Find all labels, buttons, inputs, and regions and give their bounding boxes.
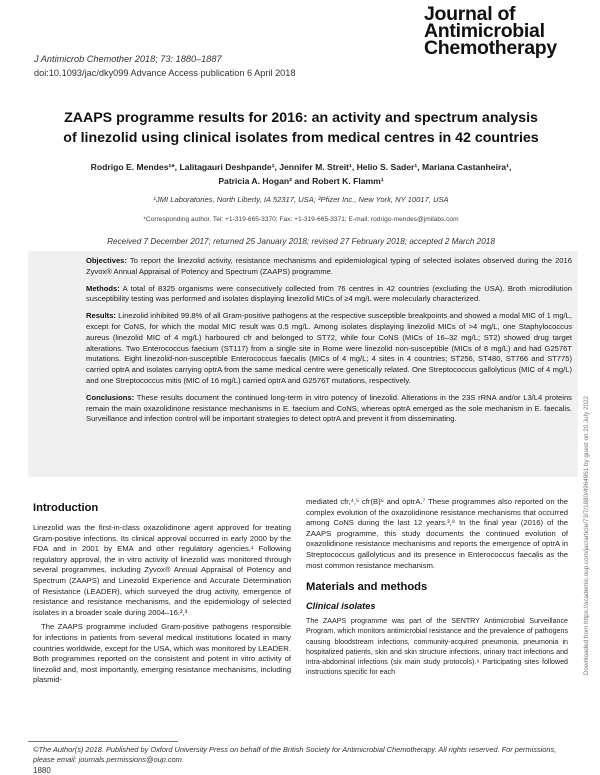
abstract-label: Methods:	[86, 283, 120, 293]
subsection-heading-clinical-isolates: Clinical isolates	[306, 601, 376, 612]
abstract-label: Conclusions:	[86, 392, 135, 402]
right-column	[306, 497, 568, 681]
abstract-objectives	[86, 256, 572, 278]
download-watermark-text: Downloaded from https://academic.oup.com/jac/article/73/7/1880/4964961 by guest on 20 July 2022	[583, 396, 590, 675]
abstract	[28, 251, 578, 477]
title-line: of linezolid using clinical isolates from medical centres in 42 countries	[63, 130, 539, 146]
author-list	[40, 160, 562, 188]
journal-logo-line: Journal of	[424, 3, 516, 25]
abstract-text: These results document the continued long-term in vitro potency of linezolid. Alterations in the 23S rRNA and/or L3/L4 proteins remain the main oxazolidinone resistance mechanisms in E. faecium and CoNS, whereas optrA emerged as the sole mechanism in E. faecalis. Surveillance and infection control will be important strategies to detect optrA and prevent it from disseminating.	[86, 392, 572, 424]
left-column	[33, 497, 291, 690]
affiliations: ¹JMI Laboratories, North Liberty, IA 52317, USA; ²Pfizer Inc., New York, NY 10017, USA	[153, 195, 449, 204]
authors-line: Patricia A. Hogan² and Robert K. Flamm¹	[218, 176, 384, 186]
abstract-conclusions	[86, 393, 572, 425]
section-heading-introduction: Introduction	[33, 502, 99, 514]
article-dates: Received 7 December 2017; returned 25 January 2018; revised 27 February 2018; accepted 2 March 2018	[107, 237, 495, 246]
abstract-label: Objectives:	[86, 256, 127, 265]
abstract-text: A total of 8325 organisms were consecutively collected from 76 centres in 42 countries (excluding the USA). Broth microdilution susceptibility testing was performed and isolates displaying linezolid MICs of ≥4 mg/L were molecularly characterized.	[86, 283, 572, 304]
section-heading-methods: Materials and methods	[306, 581, 428, 594]
journal-logo-line: Chemotherapy	[424, 37, 557, 59]
abstract-text: To report the linezolid activity, resistance mechanisms and epidemiological typing of selected isolates observed during the 2016 Zyvox® Annual Appraisal of Potency and Spectrum (ZAAPS) programme.	[86, 256, 572, 276]
page-number: 1880	[33, 766, 51, 775]
citation-block	[34, 52, 296, 80]
journal-logo-line: Antimicrobial	[424, 20, 545, 42]
copyright-notice: ©The Author(s) 2018. Published by Oxford University Press on behalf of the British Society for Antimicrobial Chemotherapy. All rights reserved. For permissions, please email: journals.permissions@oup.com.	[33, 745, 557, 764]
download-watermark	[583, 245, 593, 675]
doi-line: doi:10.1093/jac/dky099 Advance Access publication 6 April 2018	[34, 68, 296, 78]
article-title	[30, 108, 572, 148]
abstract-label: Results:	[86, 311, 116, 321]
intro-paragraph: The ZAAPS programme included Gram-positive pathogens responsible for infections in patients from several medical institutions located in many countries worldwide, except for the USA, which was monitored by LEADER. Both programmes reported on the consistent and potent in vitro activity of linezolid and, most importantly, emerging resistance mechanisms, including plasmid-	[33, 622, 291, 685]
abstract-methods	[86, 284, 572, 306]
journal-logo	[424, 3, 574, 59]
intro-paragraph: mediated cfr,⁴,⁵ cfr(B)⁶ and optrA.⁷ These programmes also reported on the complex evolution of the oxazolidinone resistance mechanisms that occurred among CoNS during the last 12 years.³,⁸ In the final year (2016) of the ZAAPS programme, this study documents the continued evolution of oxazolidinone resistance mechanisms and reports the emergence of optrA in Streptococcus gallolyticus and its presence in Enterococcus faecalis as the most common resistance mechanism.	[306, 497, 568, 570]
abstract-results	[86, 311, 572, 387]
intro-paragraph: Linezolid was the first-in-class oxazolidinone agent approved for treating Gram-positive infections. Its clinical approval occurred in early 2000 by the FDA and in 2001 by EMA and other regulatory agencies.¹ Following regulatory approval, the in vitro activity of linezolid was monitored through several programmes, including Zyvox® Annual Appraisal of Potency and Spectrum (ZAAPS) and Linezolid Experience and Accurate Determination of Resistance (LEADER), which surveyed the drug activity, emergence of resistance and resistance mechanisms, and the epidemiology of selected isolates in a broader scale during 2004–16.²,³	[33, 523, 291, 617]
authors-line: Rodrigo E. Mendes¹*, Lalitagauri Deshpande¹, Jennifer M. Streit¹, Helio S. Sader¹, Mariana Castanheira¹,	[90, 162, 512, 172]
methods-paragraph: The ZAAPS programme was part of the SENTRY Antimicrobial Surveillance Program, which monitors antimicrobial resistance and the prevalence of pathogens causing bloodstream infections, community-acquired pneumonia, pneumonia in hospitalized patients, skin and skin structure infections, urinary tract infections and intra-abdominal infections (six main study protocols).⁹ Participating sites followed instructions specific for each	[306, 617, 568, 677]
title-line: ZAAPS programme results for 2016: an activity and spectrum analysis	[64, 110, 538, 126]
footer-divider	[28, 741, 178, 742]
corresponding-author: *Corresponding author. Tel: +1-319-665-3370; Fax: +1-319-665-3371; E-mail: rodrigo-mendes@jmilabs.com	[143, 216, 459, 223]
abstract-text: Linezolid inhibited 99.8% of all Gram-positive pathogens at the respective susceptible breakpoints and showed a modal MIC of 1 mg/L, except for CoNS, for which the modal MIC result was 0.5 mg/L. Among isolates displaying linezolid MICs of >4 mg/L, one Staphylococcus aureus (linezolid MIC of 4 mg/L) harboured cfr and belonged to ST72, while four CoNS (MICs of 16–32 mg/L; ST2) showed drug target alterations. Two Enterococcus faecium (ST117) from a single site in Rome were linezolid non-susceptible (MICs of 8 mg/L) and had G2576T mutations. Eight linezolid-non-susceptible Enterococcus faecalis (MICs of 4 mg/L; 4 sites in 4 countries; ST256, ST480, ST766 and ST775) carried optrA and isolates carrying optrA from the same medical centre were genetically related. One Streptococcus gallolyticus (MIC of 4 mg/L) and one Streptococcus mitis (MIC of 16 mg/L) carried optrA and G2576T mutations, respectively.	[86, 311, 572, 385]
citation-line: J Antimicrob Chemother 2018; 73: 1880–1887	[34, 54, 222, 64]
